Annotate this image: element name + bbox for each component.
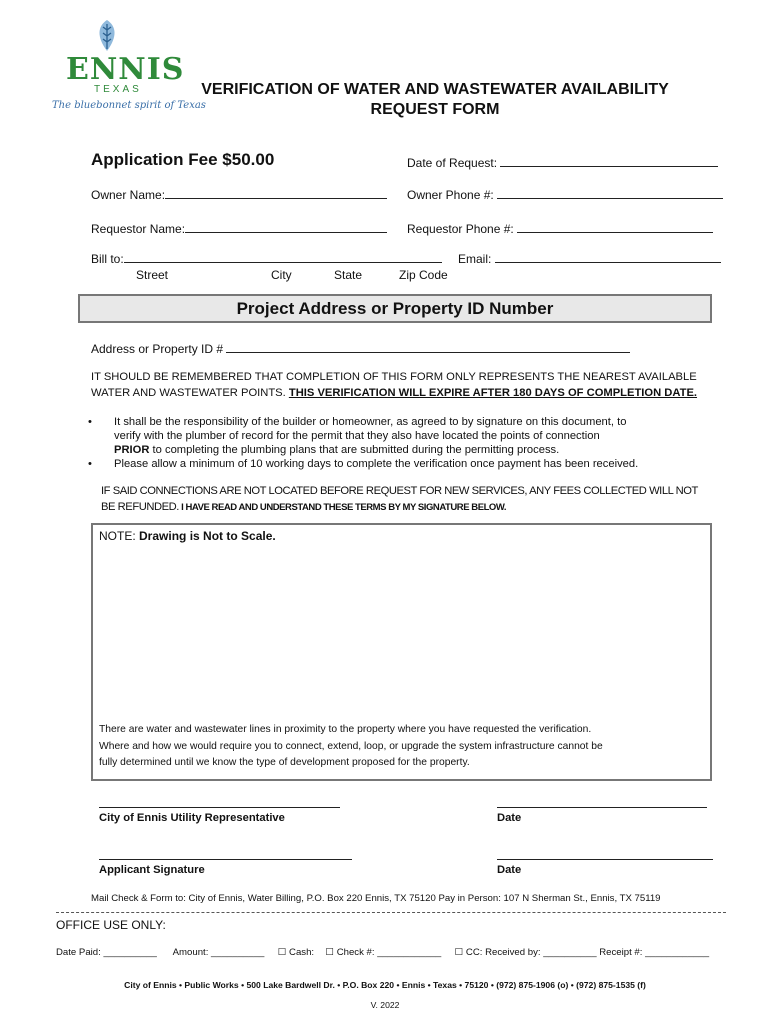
- street-label: Street: [136, 268, 169, 282]
- drawing-note: NOTE: Drawing is Not to Scale.: [99, 529, 276, 543]
- logo-tagline: The bluebonnet spirit of Texas: [52, 100, 206, 111]
- drawing-area[interactable]: [91, 523, 712, 781]
- wheat-leaf-icon: [96, 20, 118, 52]
- list-item: • It shall be the responsibility of the builder or homeowner, as agreed to by signature on this document, to verify with the plumber of record for the permit that they also have located the points of connection PRIOR to completing the plumbing plans that are submitted during the permitting process.: [88, 416, 627, 456]
- requestor-name-field[interactable]: Requestor Name:: [91, 221, 387, 236]
- office-use-row: [56, 947, 709, 958]
- expiration-notice: THIS VERIFICATION WILL EXPIRE AFTER 180 DAYS OF COMPLETION DATE.: [288, 387, 698, 399]
- rep-date-label: Date: [497, 812, 522, 824]
- zip-label: Zip Code: [399, 268, 448, 282]
- refund-warning: IF SAID CONNECTIONS ARE NOT LOCATED BEFORE REQUEST FOR NEW SERVICES, ANY FEES COLLECTED WILL NOT BE REFUNDED. I HAVE READ AND UNDERSTAND THESE TERMS BY MY SIGNATURE BELOW.: [101, 485, 698, 513]
- project-section-header: Project Address or Property ID Number: [78, 294, 712, 323]
- rep-date-line[interactable]: [497, 807, 707, 808]
- owner-name-field[interactable]: Owner Name:: [91, 187, 387, 202]
- check-checkbox[interactable]: ☐: [325, 947, 335, 958]
- state-label: State: [334, 268, 363, 282]
- amount-field[interactable]: Amount: __________: [172, 947, 265, 958]
- office-use-heading: OFFICE USE ONLY:: [56, 918, 166, 932]
- form-title: VERIFICATION OF WATER AND WASTEWATER AVAILABILITY REQUEST FORM: [201, 81, 669, 118]
- email-field[interactable]: Email:: [458, 251, 721, 266]
- date-of-request-field[interactable]: Date of Request:: [407, 155, 718, 170]
- responsibility-list: [88, 415, 708, 471]
- logo-wordmark: ENNIS: [66, 52, 185, 87]
- rep-signature-line[interactable]: [99, 807, 340, 808]
- owner-phone-field[interactable]: Owner Phone #:: [407, 187, 723, 202]
- bill-to-field[interactable]: Bill to:: [91, 251, 442, 266]
- date-paid-field[interactable]: Date Paid: __________: [56, 947, 157, 958]
- logo-subtitle: TEXAS: [94, 84, 142, 95]
- completion-notice: IT SHOULD BE REMEMBERED THAT COMPLETION OF THIS FORM ONLY REPRESENTS THE NEAREST AVAILABLE WATER AND WASTEWATER POINTS. THIS VERIFICATION WILL EXPIRE AFTER 180 DAYS OF COMPLETION DATE.: [91, 371, 698, 399]
- requestor-phone-field[interactable]: Requestor Phone #:: [407, 221, 713, 236]
- mail-instructions: Mail Check & Form to: City of Ennis, Water Billing, P.O. Box 220 Ennis, TX 75120 Pay in Person: 107 N Sherman St., Ennis, TX 75119: [91, 893, 661, 904]
- version-label: V. 2022: [370, 1000, 400, 1010]
- applicant-date-label: Date: [497, 864, 522, 876]
- applicant-date-line[interactable]: [497, 859, 713, 860]
- footer-contact: City of Ennis • Public Works • 500 Lake Bardwell Dr. • P.O. Box 220 • Ennis • Texas • 75120 • (972) 875-1906 (o) • (972) 875-1535 (f): [124, 980, 646, 990]
- applicant-signature-label: Applicant Signature: [99, 864, 205, 876]
- cut-line: [56, 912, 726, 913]
- rep-signature-label: City of Ennis Utility Representative: [99, 812, 285, 824]
- application-fee: Application Fee $50.00: [91, 150, 275, 169]
- proximity-disclaimer: There are water and wastewater lines in proximity to the property where you have requested the verification. Where and how we would require you to connect, extend, loop, or upgrade the system infrastructure cannot be fully determined until we know the type of development proposed for the property.: [99, 724, 603, 768]
- cash-checkbox[interactable]: ☐: [277, 947, 287, 958]
- city-logo: [48, 18, 206, 118]
- list-item: • Please allow a minimum of 10 working days to complete the verification once payment has been received.: [88, 458, 639, 470]
- city-label: City: [271, 268, 292, 282]
- cc-field[interactable]: CC: Received by: __________ Receipt #: ____________: [465, 947, 710, 958]
- cash-label: Cash:: [289, 947, 315, 958]
- check-field[interactable]: Check #: ____________: [336, 947, 442, 958]
- cc-checkbox[interactable]: ☐: [454, 947, 464, 958]
- applicant-signature-line[interactable]: [99, 859, 352, 860]
- address-field[interactable]: Address or Property ID #: [91, 341, 630, 356]
